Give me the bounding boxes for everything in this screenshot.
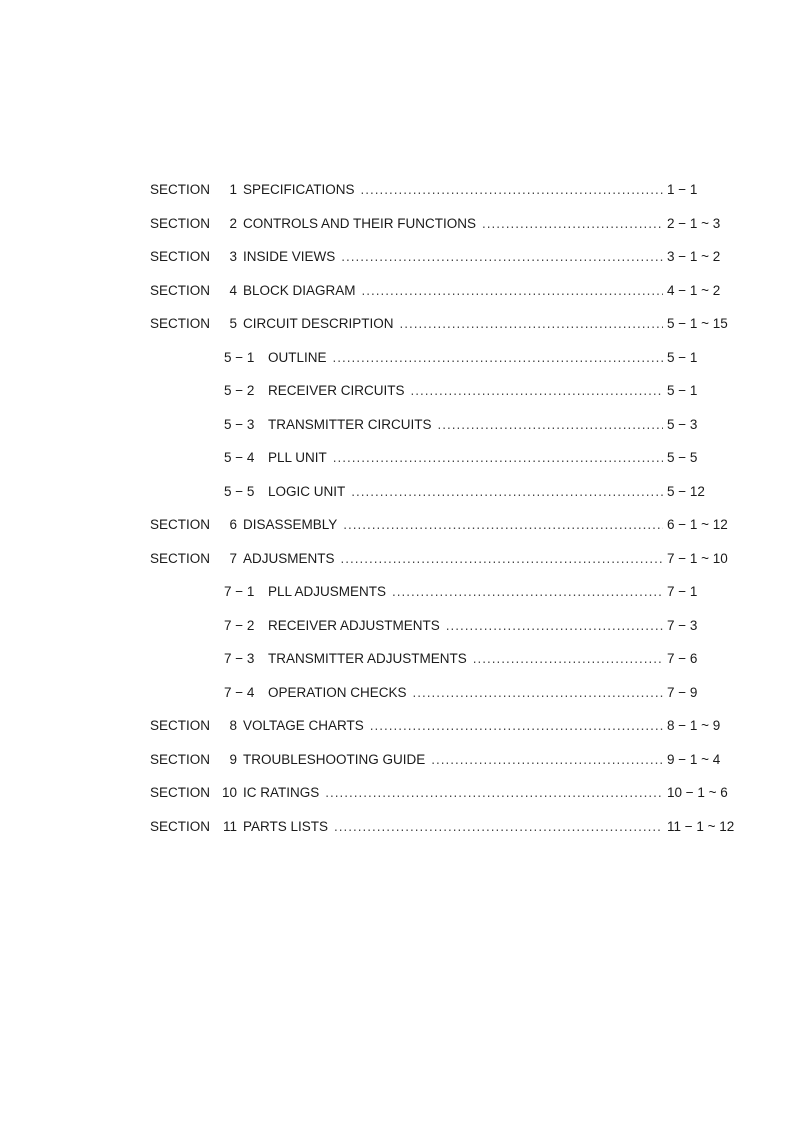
section-number: 7: [229, 550, 237, 566]
leader-dots: [333, 448, 663, 468]
section-label: SECTION: [150, 785, 211, 800]
page-reference: 10 − 1 ~ 6: [667, 785, 728, 800]
subsection-number: 5 − 3: [224, 416, 255, 432]
toc-subsection-row: [150, 683, 750, 717]
leader-dots: [343, 515, 663, 535]
page-reference: 5 − 1: [667, 383, 698, 398]
page-reference: 7 − 1: [667, 584, 698, 599]
subsection-number: 5 − 2: [224, 383, 255, 398]
section-number: 5: [229, 316, 237, 331]
subsection-number: 5 − 4: [224, 450, 255, 465]
toc-section-row: [150, 750, 750, 784]
toc-section-row: [150, 180, 750, 214]
section-title: VOLTAGE CHARTS: [243, 718, 364, 733]
page-reference: 9 − 1 ~ 4: [667, 751, 721, 767]
page-reference: 4 − 1 ~ 2: [667, 282, 721, 298]
section-title: BLOCK DIAGRAM: [243, 282, 356, 298]
page-reference: 5 − 1: [667, 349, 698, 365]
section-number: 2: [229, 215, 237, 231]
subsection-title: OUTLINE: [268, 349, 327, 365]
section-number: 4: [229, 282, 237, 298]
toc-subsection-row: [150, 582, 750, 616]
subsection-title: LOGIC UNIT: [268, 483, 346, 499]
leader-dots: [411, 381, 663, 401]
leader-dots: [361, 180, 663, 200]
page-reference: 3 − 1 ~ 2: [667, 249, 721, 264]
subsection-title: TRANSMITTER CIRCUITS: [268, 416, 432, 432]
toc-section-row: [150, 314, 750, 348]
section-number: 1: [229, 182, 237, 197]
leader-dots: [325, 783, 663, 803]
section-title: PARTS LISTS: [243, 818, 329, 834]
subsection-number: 7 − 4: [224, 684, 255, 700]
toc-subsection-row: [150, 348, 750, 382]
section-title: CIRCUIT DESCRIPTION: [243, 316, 394, 331]
section-title: DISASSEMBLY: [243, 517, 338, 532]
section-title: INSIDE VIEWS: [243, 249, 336, 264]
subsection-title: TRANSMITTER ADJUSTMENTS: [268, 651, 467, 666]
page-reference: 7 − 1 ~ 10: [667, 550, 728, 566]
section-label: SECTION: [150, 215, 211, 231]
section-label: SECTION: [150, 718, 211, 733]
page-reference: 7 − 3: [667, 617, 698, 633]
page-reference: 7 − 6: [667, 651, 698, 666]
toc-subsection-row: [150, 448, 750, 482]
section-number: 3: [229, 249, 237, 264]
section-number: 11: [222, 818, 237, 834]
section-number: 9: [229, 751, 237, 767]
table-of-contents: [150, 180, 750, 850]
leader-dots: [473, 649, 663, 669]
page-reference: 6 − 1 ~ 12: [667, 517, 728, 532]
leader-dots: [341, 247, 663, 267]
leader-dots: [333, 348, 663, 368]
section-title: TROUBLESHOOTING GUIDE: [243, 751, 426, 767]
subsection-title: RECEIVER CIRCUITS: [268, 383, 405, 398]
toc-section-row: [150, 515, 750, 549]
leader-dots: [351, 482, 663, 502]
section-title: ADJUSMENTS: [243, 550, 335, 566]
toc-section-row: [150, 783, 750, 817]
subsection-title: PLL UNIT: [268, 450, 327, 465]
leader-dots: [438, 415, 664, 435]
subsection-title: OPERATION CHECKS: [268, 684, 407, 700]
leader-dots: [392, 582, 663, 602]
page-reference: 8 − 1 ~ 9: [667, 718, 721, 733]
leader-dots: [341, 549, 663, 569]
section-number: 10: [221, 785, 237, 800]
page-reference: 5 − 12: [667, 483, 705, 499]
toc-subsection-row: [150, 415, 750, 449]
section-label: SECTION: [150, 818, 211, 834]
leader-dots: [482, 214, 663, 234]
toc-subsection-row: [150, 649, 750, 683]
section-label: SECTION: [150, 282, 211, 298]
section-title: CONTROLS AND THEIR FUNCTIONS: [243, 215, 477, 231]
toc-section-row: [150, 549, 750, 583]
section-number: 6: [229, 517, 237, 532]
subsection-number: 5 − 1: [224, 349, 255, 365]
page-reference: 11 − 1 ~ 12: [667, 818, 735, 834]
section-label: SECTION: [150, 517, 211, 532]
section-label: SECTION: [150, 249, 211, 264]
toc-section-row: [150, 214, 750, 248]
toc-subsection-row: [150, 482, 750, 516]
toc-section-row: [150, 716, 750, 750]
section-number: 8: [229, 718, 237, 733]
subsection-number: 7 − 2: [224, 617, 255, 633]
page-reference: 5 − 5: [667, 450, 698, 465]
subsection-number: 7 − 1: [224, 584, 255, 599]
leader-dots: [413, 683, 663, 703]
toc-section-row: [150, 281, 750, 315]
page-reference: 1 − 1: [667, 182, 698, 197]
toc-section-row: [150, 817, 750, 851]
toc-section-row: [150, 247, 750, 281]
section-title: SPECIFICATIONS: [243, 182, 355, 197]
section-label: SECTION: [150, 182, 211, 197]
section-label: SECTION: [150, 751, 211, 767]
section-label: SECTION: [150, 550, 211, 566]
leader-dots: [431, 750, 663, 770]
page-reference: 7 − 9: [667, 684, 698, 700]
subsection-number: 5 − 5: [224, 483, 255, 499]
page-reference: 5 − 1 ~ 15: [667, 316, 728, 331]
section-label: SECTION: [150, 316, 211, 331]
leader-dots: [370, 716, 663, 736]
leader-dots: [400, 314, 663, 334]
page-reference: 5 − 3: [667, 416, 698, 432]
page-reference: 2 − 1 ~ 3: [667, 215, 721, 231]
leader-dots: [334, 817, 663, 837]
subsection-title: RECEIVER ADJUSTMENTS: [268, 617, 440, 633]
subsection-title: PLL ADJUSMENTS: [268, 584, 387, 599]
section-title: IC RATINGS: [243, 785, 320, 800]
toc-subsection-row: [150, 381, 750, 415]
leader-dots: [446, 616, 663, 636]
subsection-number: 7 − 3: [224, 651, 255, 666]
toc-subsection-row: [150, 616, 750, 650]
leader-dots: [362, 281, 663, 301]
